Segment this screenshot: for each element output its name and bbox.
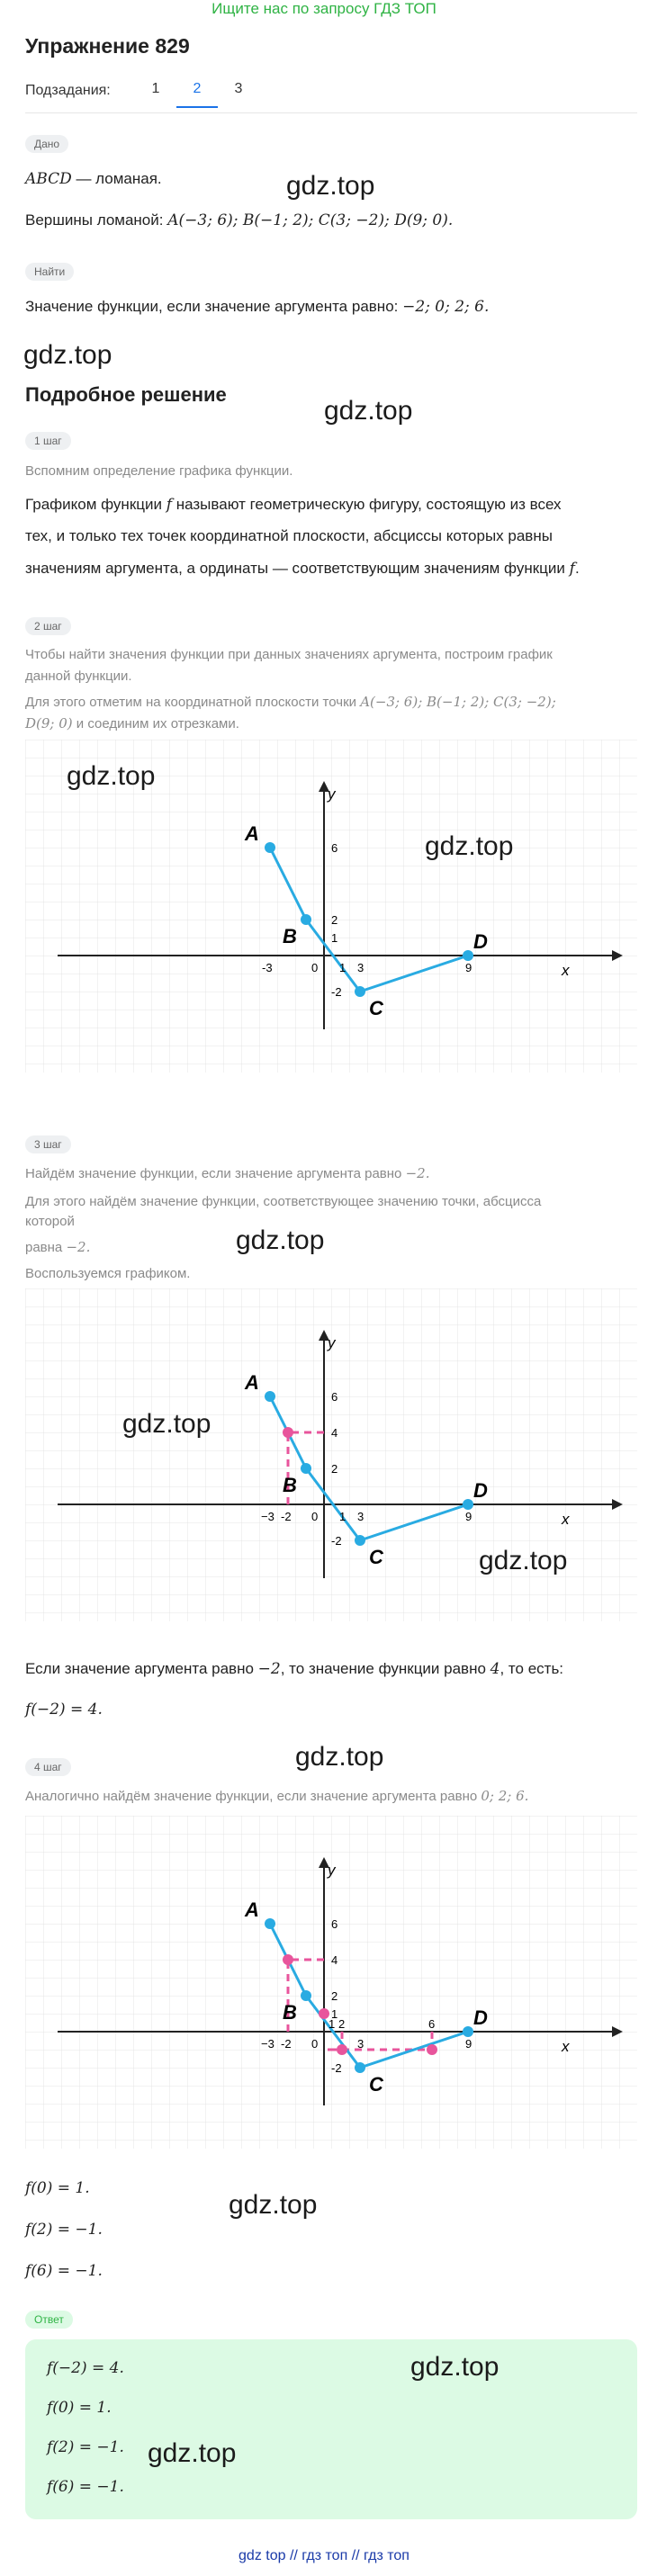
label-b: B [283,925,297,947]
tick-x: -2 [281,2037,292,2051]
tick-y: -2 [331,985,342,999]
solution-title: Подробное решение [25,383,227,406]
point-f-2 [337,2044,347,2055]
step-1-note: Вспомним определение графика функции. [25,463,293,479]
point-d [463,2026,473,2037]
tick-x: 3 [357,2037,364,2051]
label-a: A [245,1898,259,1921]
page-title: Упражнение 829 [25,34,190,58]
tick-y: 2 [331,1462,338,1476]
tick-x: 9 [465,2037,472,2051]
y-axis-label: y [328,785,336,803]
subtask-tab-2[interactable]: 2 [176,81,218,108]
label-d: D [473,2006,488,2029]
given-line-2: Вершины ломаной: A(−3; 6); B(−1; 2); C(3; −2); D(9; 0). [25,211,454,229]
tick-y: -2 [331,1534,342,1548]
watermark: gdz.top [229,2190,318,2220]
tick-x: -2 [281,1510,292,1523]
point-c [355,2062,365,2073]
tick-y: 1 [331,2007,338,2021]
point-c [355,1535,365,1546]
point-a [265,842,275,853]
tick-x: −3 [261,2037,274,2051]
step-4-note: Аналогично найдём значение функции, если значение аргумента равно 0; 2; 6. [25,1788,529,1804]
point-f-minus-2 [283,1427,293,1438]
tick-x: 1 [328,2017,336,2031]
answer-pill: Ответ [25,2311,73,2329]
subtask-tab-3[interactable]: 3 [234,81,243,96]
find-text: Значение функции, если значение аргумента равно: −2; 0; 2; 6. [25,298,490,316]
tick-x: 9 [465,961,472,974]
answer-line-2: f(0) = 1. [47,2399,112,2417]
label-d: D [473,1479,488,1502]
tick-y: 1 [331,931,338,945]
point-f-6 [427,2044,437,2055]
step-3-pill: 3 шаг [25,1135,71,1153]
tick-x: 2 [338,2017,346,2031]
tick-x: 1 [339,1510,346,1523]
step-4-result-2: f(2) = −1. [25,2221,103,2239]
watermark: gdz.top [122,1409,212,1439]
watermark: gdz.top [324,396,413,426]
point-c [355,986,365,997]
step-2-note-1: Чтобы найти значения функции при данных значениях аргумента, построим график [25,647,553,662]
point-b [301,1990,311,2001]
tick-y: -2 [331,2061,342,2075]
step-1-pill: 1 шаг [25,432,71,450]
graph-3 [25,1816,637,2149]
point-a [265,1918,275,1929]
watermark: gdz.top [23,340,112,370]
tick-y: 4 [331,1426,338,1440]
tick-x: 6 [428,2017,436,2031]
step-4-pill: 4 шаг [25,1758,71,1776]
watermark: gdz.top [295,1742,384,1772]
tick-x: 9 [465,1510,472,1523]
top-search-link[interactable]: Ищите нас по запросу ГДЗ ТОП [212,0,436,17]
step-2-note-3: Для этого отметим на координатной плоскости точки A(−3; 6); B(−1; 2); C(3; −2); [25,694,556,710]
tick-x: 3 [357,1510,364,1523]
watermark: gdz.top [148,2438,237,2468]
label-c: C [369,2073,383,2096]
step-3-note-5: Воспользуемся графиком. [25,1266,191,1281]
label-c: C [369,997,383,1019]
given-pill: Дано [25,135,68,153]
point-b [301,914,311,925]
tick-y: 2 [331,913,338,927]
point-a [265,1391,275,1402]
label-b: B [283,2001,297,2024]
tick-y: 6 [331,841,338,855]
watermark: gdz.top [236,1225,325,1255]
subtask-tabs [135,81,259,108]
step-1-line-2: тех, и только тех точек координатной плоскости, абсциссы которых равны [25,527,553,544]
answer-line-4: f(6) = −1. [47,2478,124,2496]
label-a: A [245,822,259,845]
y-axis-label: y [328,1334,336,1351]
watermark: gdz.top [286,171,375,201]
step-1-line-1: Графиком функции f называют геометрическую фигуру, состоящую из всех [25,496,562,514]
tick-x: -3 [262,961,273,974]
answer-line-1: f(−2) = 4. [47,2359,124,2377]
given-line-1: ABCD — ломаная. [25,170,162,188]
step-2-note-2: данной функции. [25,669,132,684]
watermark: gdz.top [67,761,156,791]
tick-x: 0 [311,961,319,974]
footer-links[interactable]: gdz top // гдз топ // гдз топ [238,2548,410,2563]
step-4-result-3: f(6) = −1. [25,2262,103,2280]
x-axis-label: x [562,962,570,979]
step-3-result-formula: f(−2) = 4. [25,1701,103,1719]
watermark: gdz.top [425,831,514,861]
step-2-note-4: D(9; 0) и соединим их отрезками. [25,715,239,732]
tick-x: 1 [339,961,346,974]
point-d [463,1499,473,1510]
step-3-note-2: Для этого найдём значение функции, соответствующее значению точки, абсцисса [25,1194,542,1209]
step-2-pill: 2 шаг [25,617,71,635]
x-axis-label: x [562,2038,570,2055]
step-3-note-4: равна −2. [25,1239,91,1255]
point-f-minus-2 [283,1954,293,1965]
step-3-note-3: которой [25,1214,75,1229]
find-pill: Найти [25,263,74,281]
divider [25,112,637,113]
label-b: B [283,1474,297,1496]
label-a: A [245,1371,259,1394]
watermark: gdz.top [410,2352,500,2382]
label-d: D [473,930,488,953]
step-1-line-3: значениям аргумента, а ординаты — соответствующим значениям функции f. [25,560,580,578]
tick-x: 0 [311,1510,319,1523]
x-axis-label: x [562,1511,570,1528]
tick-y: 6 [331,1390,338,1404]
y-axis-label: y [328,1862,336,1879]
step-3-result-text: Если значение аргумента равно −2, то значение функции равно 4, то есть: [25,1660,564,1678]
tick-y: 6 [331,1917,338,1931]
point-d [463,950,473,961]
answer-line-3: f(2) = −1. [47,2438,124,2456]
step-4-result-1: f(0) = 1. [25,2179,90,2197]
tick-y: 2 [331,1989,338,2003]
tick-x: 0 [311,2037,319,2051]
point-b [301,1463,311,1474]
subtask-tab-1[interactable]: 1 [151,81,160,96]
step-3-note-1: Найдём значение функции, если значение аргумента равно −2. [25,1165,430,1181]
tick-x: 3 [357,961,364,974]
tick-x: −3 [261,1510,274,1523]
tick-y: 4 [331,1953,338,1967]
label-c: C [369,1546,383,1568]
subtasks-label: Подзадания: [25,83,111,98]
watermark: gdz.top [479,1546,568,1575]
